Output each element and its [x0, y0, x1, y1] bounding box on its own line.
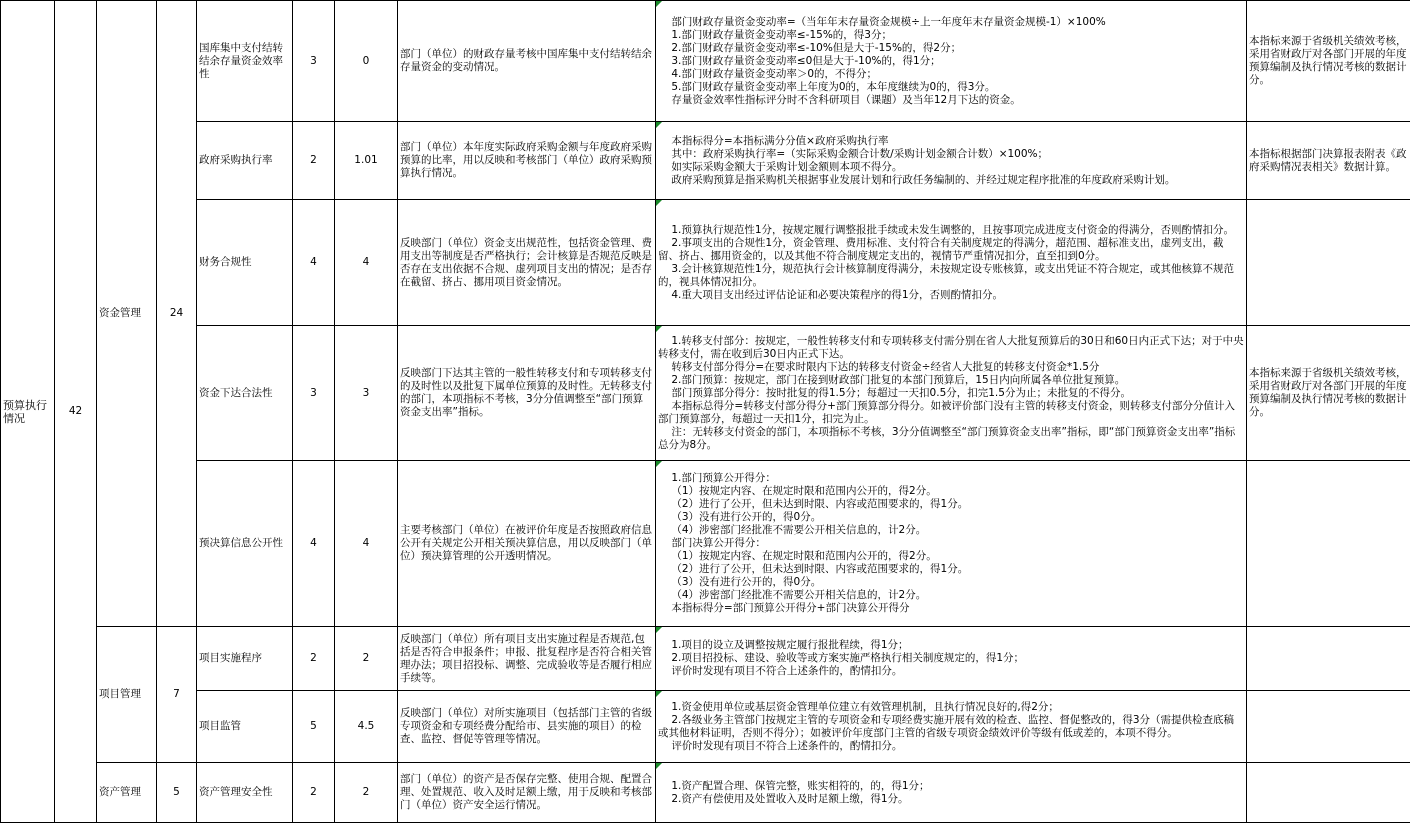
scoring-method-cell: [656, 763, 1247, 823]
note-cell: 本指标来源于省级机关绩效考核，采用省财政厅对各部门开展的年度预算编制及执行情况考核的数据计分。: [1247, 1, 1410, 122]
score-cell: 4.5: [335, 691, 398, 763]
method-line: （2）进行了公开，但未达到时限、内容或范围要求的，得1分。: [658, 563, 969, 575]
scoring-method-cell: [656, 200, 1247, 326]
table-row: [1, 122, 1410, 200]
weight-cell: 5: [293, 691, 335, 763]
description-cell: 部门（单位）本年度实际政府采购金额与年度政府采购预算的比率，用以反映和考核部门（单位）政府采购预算执行情况。: [398, 122, 656, 200]
method-line: 2.各级业务主管部门按规定主管的专项资金和专项经费实施开展有效的检查、监控、督促整改的，得3分（需提供检查底稿或其他材料证明，否则不得分）；如被评价年度部门主管的省级专项资金绩效评价等级有低或差的，本项不得分。: [658, 713, 1235, 739]
score-cell: 3: [335, 326, 398, 461]
method-line: 1.资金使用单位或基层资金管理单位建立有效管理机制，且执行情况良好的,得2分；: [658, 700, 1059, 713]
indicator-cell: 国库集中支付结转结余存量资金效率性: [197, 1, 293, 122]
method-line: 评价时发现有项目不符合上述条件的，酌情扣分。: [658, 739, 903, 752]
score-cell: 0: [335, 1, 398, 122]
weight-cell: 2: [293, 627, 335, 691]
weight-cell: 3: [293, 326, 335, 461]
scoring-method-cell: [656, 1, 1247, 122]
weight-cell: 4: [293, 200, 335, 326]
method-line: 部门决算公开得分：: [658, 537, 766, 549]
indicator-cell: 资产管理安全性: [197, 763, 293, 823]
description-cell: 反映部门（单位）对所实施项目（包括部门主管的省级专项资金和专项经费分配给市、县实施的项目）的检查、监控、督促等管理等情况。: [398, 691, 656, 763]
note-cell: 本指标根据部门决算报表附表《政府采购情况表相关》数据计算。: [1247, 122, 1410, 200]
method-line: 3.部门财政存量资金变动率≤0但是大于-10%的，得1分；: [658, 54, 941, 67]
group-name-cell: 资产管理: [97, 763, 157, 823]
method-line: （3）没有进行公开的，得0分。: [658, 511, 822, 523]
method-line: 5.部门财政存量资金变动率上年度为0的，本年度继续为0的，得3分。: [658, 80, 996, 93]
description-cell: 部门（单位）的财政存量考核中国库集中支付结转结余存量资金的变动情况。: [398, 1, 656, 122]
method-line: （3）没有进行公开的，得0分。: [658, 576, 822, 588]
method-line: 2.部门财政存量资金变动率≤-10%但是大于-15%的，得2分；: [658, 41, 962, 54]
table-row: [1, 200, 1410, 326]
table-row: [1, 763, 1410, 823]
indicator-cell: 政府采购执行率: [197, 122, 293, 200]
method-line: （1）按规定内容、在规定时限和范围内公开的，得2分。: [658, 485, 937, 497]
score-cell: 4: [335, 200, 398, 326]
note-cell: [1247, 200, 1410, 326]
weight-cell: 2: [293, 122, 335, 200]
scoring-method-cell: [656, 122, 1247, 200]
method-line: （2）进行了公开，但未达到时限、内容或范围要求的，得1分。: [658, 498, 969, 510]
method-line: 2.项目招投标、建设、验收等或方案实施严格执行相关制度规定的，得1分；: [658, 652, 1025, 664]
method-line: （4）涉密部门经批准不需要公开相关信息的，计2分。: [658, 589, 927, 601]
group-score-cell: 7: [157, 627, 197, 763]
weight-cell: 4: [293, 461, 335, 627]
method-line: 1.转移支付部分：按规定，一般性转移支付和专项转移支付需分别在省人大批复预算后的30日和60日内正式下达；对于中央转移支付，需在收到后30日内正式下达。: [658, 334, 1244, 360]
method-line: 存量资金效率性指标评分时不含科研项目（课题）及当年12月下达的资金。: [658, 93, 1021, 106]
score-cell: 2: [335, 763, 398, 823]
scoring-method-cell: [656, 691, 1247, 763]
score-cell: 2: [335, 627, 398, 691]
indicator-cell: 项目实施程序: [197, 627, 293, 691]
indicator-cell: 预决算信息公开性: [197, 461, 293, 627]
method-line: 4.重大项目支出经过评估论证和必要决策程序的得1分，否则酌情扣分。: [658, 288, 1004, 301]
method-line: 3.会计核算规范性1分，规范执行会计核算制度得满分，未按规定设专账核算，或支出凭证不符合规定，或其他核算不规范的，视具体情况扣分。: [658, 262, 1235, 288]
method-line: 注：无转移支付资金的部门，本项指标不考核，3分分值调整至“部门预算资金支出率”指标，即“部门预算资金支出率”指标总分为8分。: [658, 425, 1236, 451]
description-cell: 反映部门（单位）所有项目支出实施过程是否规范,包括是否符合申报条件；申报、批复程序是否符合相关管理办法；项目招投标、调整、完成验收等是否履行相应手续等。: [398, 627, 656, 691]
method-line: 2.部门预算：按规定，部门在接到财政部门批复的本部门预算后，15日内向所属各单位批复预算。: [658, 373, 1126, 386]
method-line: 1.部门财政存量资金变动率≤-15%的，得3分；: [658, 28, 892, 41]
table-row: [1, 1, 1410, 122]
scoring-method-cell: [656, 326, 1247, 461]
method-line: 其中：政府采购执行率=（实际采购金额合计数/采购计划金额合计数）×100%；: [658, 147, 1049, 160]
method-line: （4）涉密部门经批准不需要公开相关信息的，计2分。: [658, 524, 927, 536]
note-cell: [1247, 691, 1410, 763]
note-cell: [1247, 627, 1410, 691]
description-cell: 反映部门下达其主管的一般性转移支付和专项转移支付的及时性以及批复下属单位预算的及时性。无转移支付的部门，本项指标不考核，3分分值调整至“部门预算资金支出率”指标。: [398, 326, 656, 461]
group-score-cell: 5: [157, 763, 197, 823]
method-line: 1.部门预算公开得分：: [658, 472, 776, 484]
description-cell: 部门（单位）的资产是否保存完整、使用合规、配置合理、处置规范、收入及时足额上缴，用于反映和考核部门（单位）资产安全运行情况。: [398, 763, 656, 823]
method-line: 2.事项支出的合规性1分，资金管理、费用标准、支付符合有关制度规定的得满分，超范围、超标准支出，虚列支出，截留、挤占、挪用资金的，以及其他不符合制度规定支出的，视情节严重情况扣分，直至扣到0分。: [658, 236, 1224, 262]
scoring-method-cell: [656, 461, 1247, 627]
method-line: （1）按规定内容、在规定时限和范围内公开的，得2分。: [658, 550, 937, 562]
note-cell: [1247, 461, 1410, 627]
weight-cell: 2: [293, 763, 335, 823]
indicator-cell: 资金下达合法性: [197, 326, 293, 461]
group-name-cell: 项目管理: [97, 627, 157, 763]
table-row: [1, 326, 1410, 461]
scoring-method-cell: [656, 627, 1247, 691]
score-cell: 4: [335, 461, 398, 627]
description-cell: 主要考核部门（单位）在被评价年度是否按照政府信息公开有关规定公开相关预决算信息，用以反映部门（单位）预决算管理的公开透明情况。: [398, 461, 656, 627]
method-line: 4.部门财政存量资金变动率＞0的，不得分；: [658, 67, 878, 80]
group-score-cell: 24: [157, 1, 197, 627]
table-row: [1, 691, 1410, 763]
method-line: 2.资产有偿使用及处置收入及时足额上缴，得1分。: [658, 792, 909, 805]
table-row: [1, 461, 1410, 627]
note-cell: [1247, 763, 1410, 823]
method-line: 本指标得分=本指标满分分值×政府采购执行率: [658, 134, 889, 147]
method-line: 1.资产配置合理、保管完整，账实相符的，的，得1分；: [658, 779, 930, 792]
weight-cell: 3: [293, 1, 335, 122]
method-line: 本指标总得分=转移支付部分得分+部门预算部分得分。如被评价部门没有主管的转移支付资金，则转移支付部分分值计入部门预算部分，每超过一天扣1分，扣完为止。: [658, 399, 1235, 425]
table-row: [1, 627, 1410, 691]
method-line: 转移支付部分得分=在要求时限内下达的转移支付资金÷经省人大批复的转移支付资金*1.5分: [658, 360, 1100, 373]
indicator-cell: 项目监管: [197, 691, 293, 763]
method-line: 本指标得分=部门预算公开得分+部门决算公开得分: [658, 602, 910, 614]
indicator-cell: 财务合规性: [197, 200, 293, 326]
level1-score-cell: 42: [55, 1, 97, 823]
method-line: 部门财政存量资金变动率=（当年年末存量资金规模÷上一年度年末存量资金规模-1）×100%: [658, 15, 1106, 28]
note-cell: 本指标来源于省级机关绩效考核，采用省财政厅对各部门开展的年度预算编制及执行情况考核的数据计分。: [1247, 326, 1410, 461]
method-line: 部门预算部分得分：按时批复的得1.5分；每超过一天扣0.5分，扣完1.5分为止；未批复的不得分。: [658, 386, 1131, 399]
group-name-cell: 资金管理: [97, 1, 157, 627]
description-cell: 反映部门（单位）资金支出规范性，包括资金管理、费用支出等制度是否严格执行；会计核算是否规范反映是否存在支出依据不合规、虚列项目支出的情况；是否存在截留、挤占、挪用项目资金情况。: [398, 200, 656, 326]
method-line: 1.项目的设立及调整按规定履行报批程续，得1分；: [658, 639, 909, 651]
method-line: 政府采购预算是指采购机关根据事业发展计划和行政任务编制的、并经过规定程序批准的年度政府采购计划。: [658, 173, 1176, 186]
method-line: 评价时发现有项目不符合上述条件的，酌情扣分。: [658, 665, 903, 677]
method-line: 1.预算执行规范性1分，按规定履行调整报批手续或未发生调整的，且按事项完成进度支付资金的得满分，否则酌情扣分。: [658, 223, 1235, 236]
level1-category-cell: 预算执行情况: [1, 1, 55, 823]
method-line: 如实际采购金额大于采购计划金额则本项不得分。: [658, 160, 903, 173]
score-cell: 1.01: [335, 122, 398, 200]
